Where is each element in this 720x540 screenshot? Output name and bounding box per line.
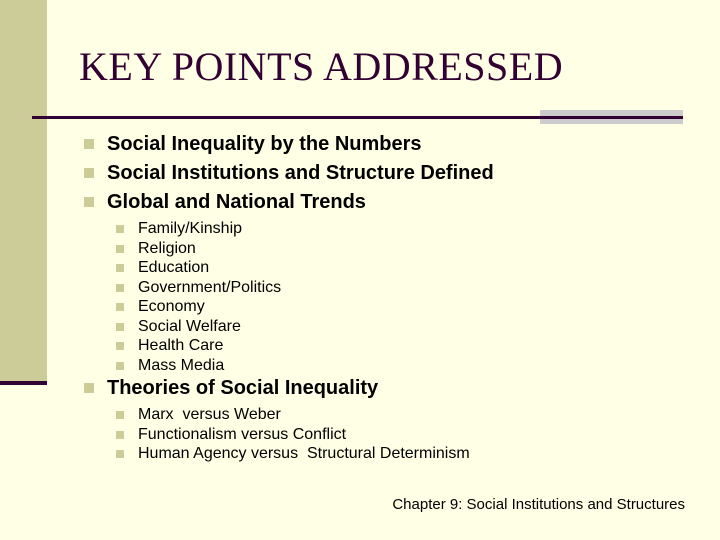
sub-bullet-list — [84, 219, 704, 375]
square-bullet-icon — [116, 362, 124, 370]
square-bullet-icon — [116, 245, 124, 253]
left-accent-bar — [0, 0, 47, 383]
slide-footer: Chapter 9: Social Institutions and Structures — [392, 496, 685, 513]
bullet-item — [84, 159, 704, 188]
sub-bullet-item — [84, 258, 704, 278]
bullet-text: Global and National Trends — [107, 191, 366, 213]
bullet-text: Theories of Social Inequality — [107, 377, 379, 399]
bullet-text: Social Inequality by the Numbers — [107, 133, 422, 155]
sub-bullet-item — [84, 317, 704, 337]
sub-bullet-item — [84, 444, 704, 464]
sub-bullet-text: Social Welfare — [138, 317, 241, 335]
square-bullet-icon — [84, 139, 94, 149]
bullet-text: Social Institutions and Structure Defined — [107, 162, 494, 184]
sub-bullet-list — [84, 405, 704, 464]
sub-bullet-text: Health Care — [138, 337, 224, 354]
sub-bullet-item — [84, 297, 704, 317]
sub-bullet-text: Marx versus Weber — [138, 406, 281, 423]
square-bullet-icon — [116, 450, 124, 458]
sub-bullet-item — [84, 239, 704, 259]
left-accent-divider — [0, 381, 47, 385]
square-bullet-icon — [116, 303, 124, 311]
square-bullet-icon — [116, 431, 124, 439]
sub-bullet-item — [84, 336, 704, 356]
sub-bullet-text: Mass Media — [138, 356, 225, 374]
sub-bullet-text: Education — [138, 259, 210, 276]
sub-bullet-text: Functionalism versus Conflict — [138, 425, 347, 443]
sub-bullet-text: Religion — [138, 239, 196, 257]
bullet-item — [84, 130, 704, 159]
slide-title: KEY POINTS ADDRESSED — [79, 44, 564, 89]
bullet-list — [84, 130, 704, 464]
bullet-item — [84, 374, 704, 403]
square-bullet-icon — [116, 264, 124, 272]
square-bullet-icon — [84, 197, 94, 207]
bullet-item — [84, 188, 704, 217]
sub-bullet-item — [84, 356, 704, 376]
sub-bullet-item — [84, 219, 704, 239]
sub-bullet-item — [84, 425, 704, 445]
square-bullet-icon — [116, 342, 124, 350]
square-bullet-icon — [84, 168, 94, 178]
title-rule — [32, 116, 683, 119]
square-bullet-icon — [116, 323, 124, 331]
square-bullet-icon — [116, 284, 124, 292]
square-bullet-icon — [84, 383, 94, 393]
sub-bullet-text: Economy — [138, 298, 205, 315]
sub-bullet-text: Family/Kinship — [138, 220, 243, 237]
sub-bullet-item — [84, 278, 704, 298]
sub-bullet-item — [84, 405, 704, 425]
square-bullet-icon — [116, 225, 124, 233]
square-bullet-icon — [116, 411, 124, 419]
sub-bullet-text: Human Agency versus Structural Determinism — [138, 445, 470, 462]
sub-bullet-text: Government/Politics — [138, 278, 282, 296]
